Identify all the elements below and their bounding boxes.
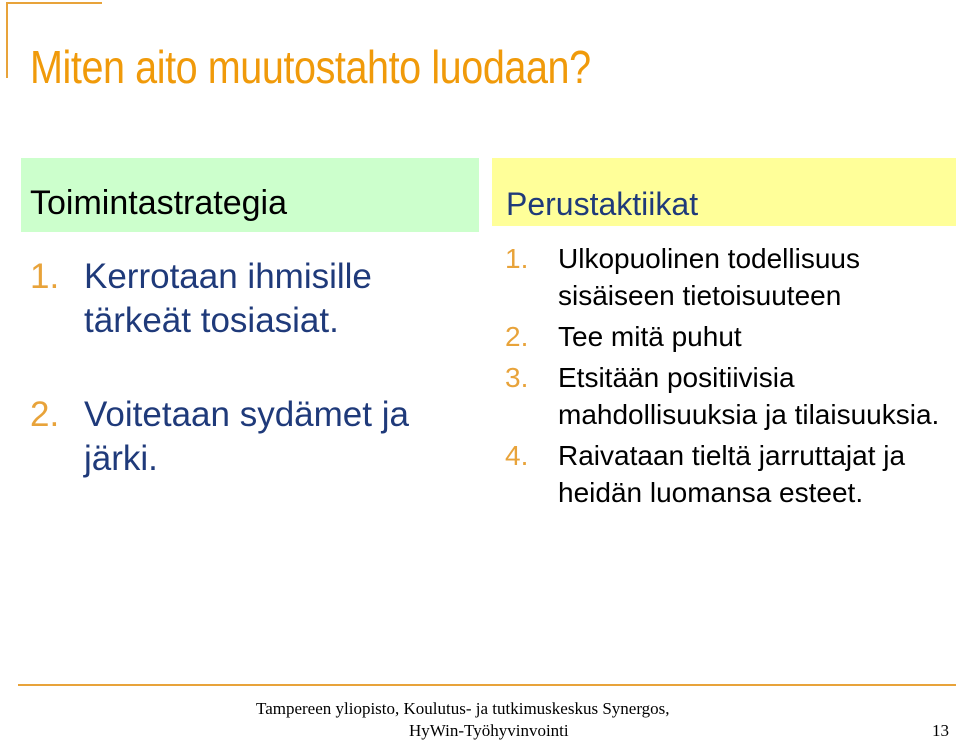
- right-numbered-list: [505, 240, 955, 515]
- right-column-header: [492, 158, 956, 226]
- list-item: [30, 393, 470, 481]
- corner-accent-vertical: [6, 2, 8, 78]
- footer-divider: [18, 684, 956, 686]
- list-item: [505, 240, 955, 314]
- list-item-number: 4.: [505, 440, 529, 471]
- list-item-text: Raivataan tieltä jarruttajat ja heidän luomansa esteet.: [558, 440, 906, 508]
- list-item-text: Ulkopuolinen todellisuus sisäiseen tietoisuuteen: [558, 243, 860, 311]
- list-item-text: Kerrotaan ihmisille tärkeät tosiasiat.: [84, 257, 372, 340]
- list-item-text: Voitetaan sydämet ja järki.: [84, 395, 409, 478]
- list-item-number: 2.: [30, 395, 60, 434]
- left-column-header-label: Toimintastrategia: [30, 184, 288, 222]
- list-item-text: Etsitään positiivisia mahdollisuuksia ja tilaisuuksia.: [558, 362, 940, 430]
- list-item: [505, 437, 955, 511]
- list-item-text: Tee mitä puhut: [558, 321, 742, 352]
- corner-accent-horizontal: [6, 2, 102, 4]
- left-numbered-list: [30, 255, 470, 531]
- list-item: [505, 318, 955, 355]
- list-item-number: 3.: [505, 362, 529, 393]
- right-column-header-label: Perustaktiikat: [506, 186, 699, 222]
- list-item-number: 2.: [505, 321, 529, 352]
- left-column-header: [21, 158, 479, 232]
- list-item-number: 1.: [30, 257, 60, 296]
- list-item: [30, 255, 470, 343]
- footer-organization: Tampereen yliopisto, Koulutus- ja tutkimuskeskus Synergos,: [256, 699, 670, 718]
- list-item: [505, 359, 955, 433]
- list-item-number: 1.: [505, 243, 529, 274]
- page-number: 13: [932, 721, 949, 740]
- slide-title: Miten aito muutostahto luodaan?: [30, 41, 591, 93]
- footer-project: HyWin-Työhyvinvointi: [409, 721, 569, 740]
